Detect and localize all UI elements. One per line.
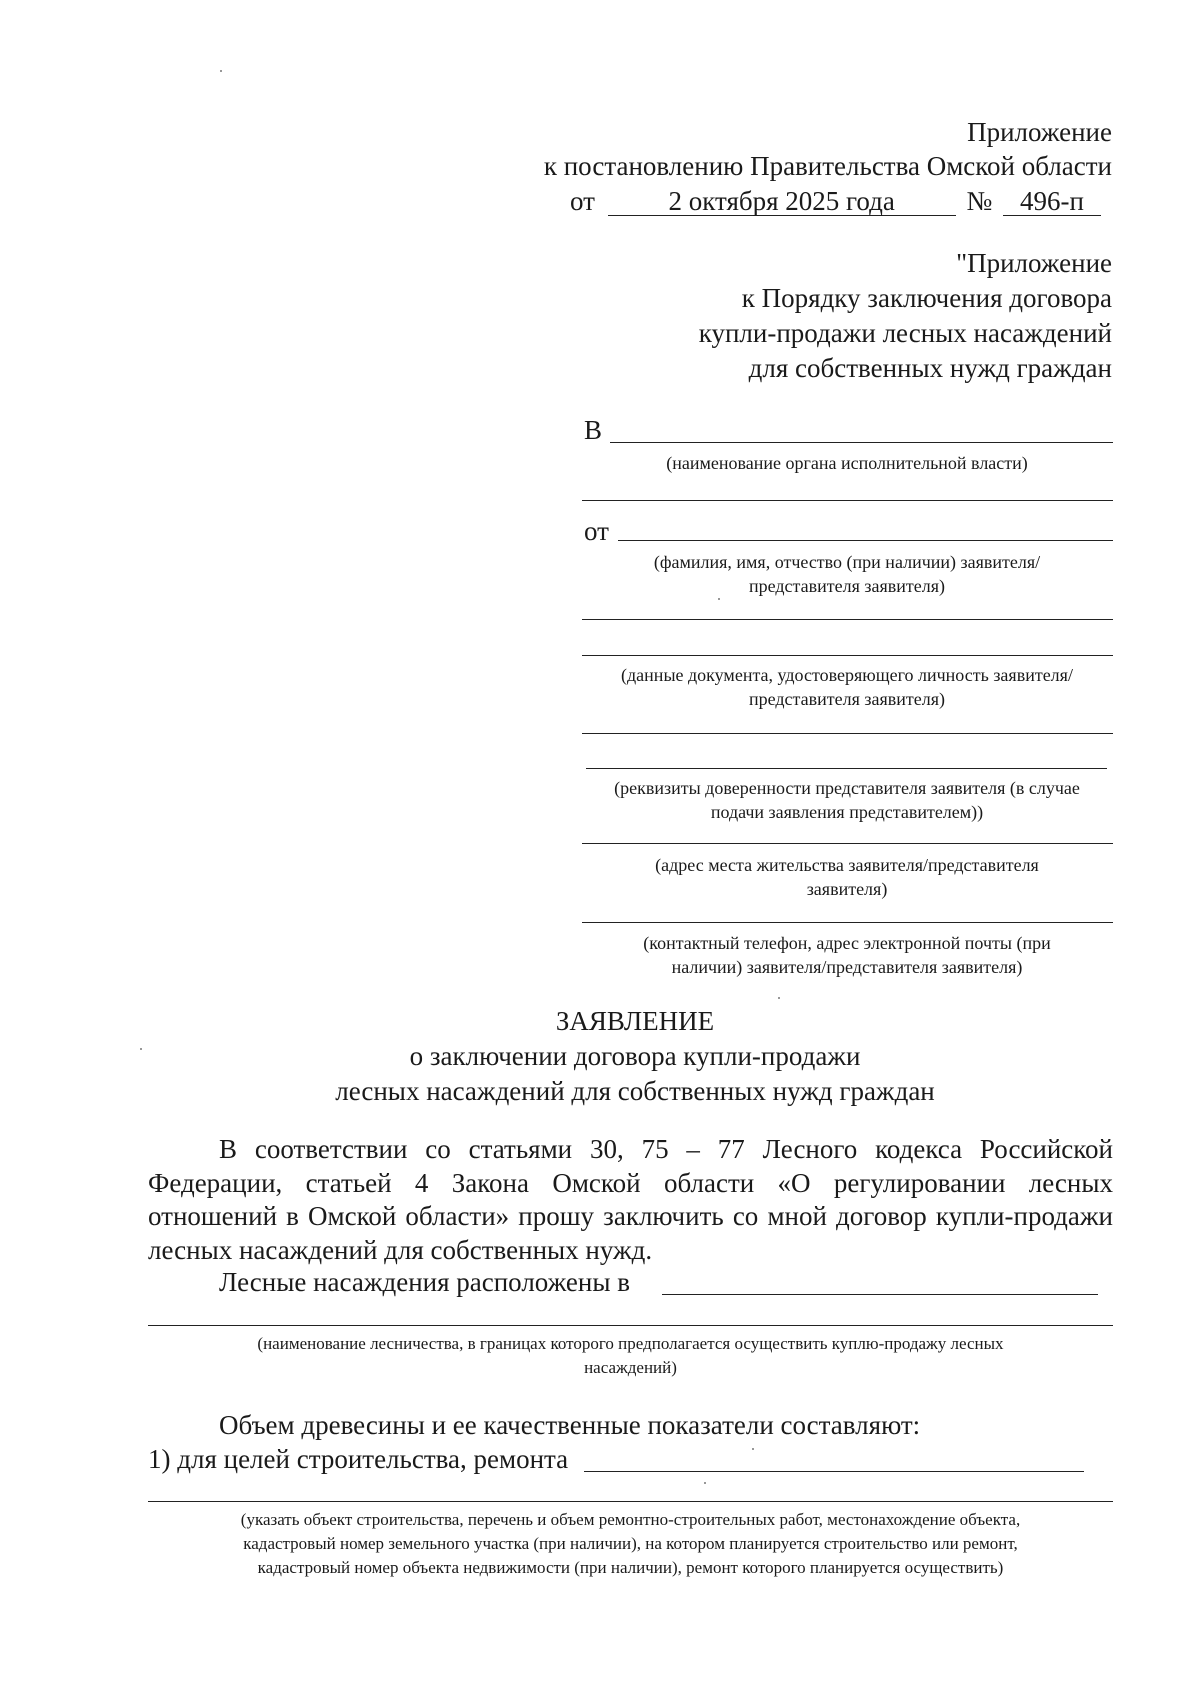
sub-appendix-title: "Приложение <box>956 248 1112 278</box>
forestry-caption-1: (наименование лесничества, в границах которого предполагается осуществить куплю-продажу лесных <box>257 1334 1004 1353</box>
resolution-reference: к постановлению Правительства Омской области <box>543 151 1112 181</box>
applicant-name-field-line <box>618 540 1113 541</box>
to-label: В <box>584 415 603 445</box>
scan-speck <box>752 1448 754 1450</box>
applicant-name-caption-2: представителя заявителя) <box>749 576 945 596</box>
forestry-location-label: Лесные насаждения расположены в <box>219 1267 630 1297</box>
address-caption-2: заявителя) <box>806 879 888 899</box>
forestry-location-field-line-2 <box>148 1325 1113 1326</box>
scan-speck <box>778 997 780 999</box>
identity-document-caption-2: представителя заявителя) <box>749 689 945 709</box>
forestry-location-field-line <box>662 1294 1098 1295</box>
contact-field-line <box>582 922 1113 923</box>
number-label: № <box>966 186 993 216</box>
application-subtitle-1: о заключении договора купли-продажи <box>409 1041 861 1071</box>
proxy-details-field-line <box>586 768 1107 769</box>
contact-caption-1: (контактный телефон, адрес электронной почты (при <box>643 933 1051 953</box>
authority-field-line-2 <box>582 500 1113 501</box>
construction-caption-3: кадастровый номер объекта недвижимости (при наличии), ремонт которого планируется осуществить) <box>257 1558 1004 1577</box>
construction-caption-1: (указать объект строительства, перечень и объем ремонтно-строительных работ, местонахождение объекта, <box>240 1510 1021 1529</box>
resolution-date: 2 октября 2025 года <box>608 187 956 216</box>
construction-item-field-line-2 <box>148 1501 1113 1502</box>
proxy-details-caption-2: подачи заявления представителем)) <box>710 802 984 822</box>
identity-document-field-line <box>582 655 1113 656</box>
application-subtitle-2: лесных насаждений для собственных нужд граждан <box>335 1076 935 1106</box>
appendix-label: Приложение <box>967 117 1112 147</box>
resolution-date-line <box>570 185 1112 218</box>
scan-speck <box>704 1482 706 1484</box>
sub-appendix-line-4: для собственных нужд граждан <box>748 353 1112 383</box>
statement-paragraph: В соответствии со статьями 30, 75 – 77 Лесного кодекса Российской Федерации, статьей 4 Закона Омской области «О регулировании лесных отношений в Омской области» прошу заключить со мной договор купли-продажи лесных насаждений для собственных нужд. <box>148 1134 1113 1265</box>
proxy-details-caption-1: (реквизиты доверенности представителя заявителя (в случае <box>614 778 1080 798</box>
address-field-line <box>582 843 1113 844</box>
contact-caption-2: наличии) заявителя/представителя заявителя) <box>671 957 1023 977</box>
applicant-name-caption-1: (фамилия, имя, отчество (при наличии) заявителя/ <box>653 552 1041 572</box>
address-caption-1: (адрес места жительства заявителя/представителя <box>655 855 1039 875</box>
sub-appendix-line-3: купли-продажи лесных насаждений <box>698 318 1112 348</box>
construction-item-field-line <box>584 1471 1084 1472</box>
forestry-caption-2: насаждений) <box>584 1358 677 1377</box>
identity-document-field-line-2 <box>582 733 1113 734</box>
authority-caption: (наименование органа исполнительной власти) <box>666 453 1028 473</box>
construction-item-label: 1) для целей строительства, ремонта <box>148 1444 569 1474</box>
application-heading: ЗАЯВЛЕНИЕ <box>555 1006 715 1036</box>
construction-caption-2: кадастровый номер земельного участка (при наличии), на котором планируется строительство или ремонт, <box>243 1534 1018 1553</box>
applicant-name-field-line-2 <box>582 619 1113 620</box>
authority-field-line <box>610 442 1113 443</box>
identity-document-caption-1: (данные документа, удостоверяющего личность заявителя/ <box>621 665 1073 685</box>
resolution-number: 496-п <box>1003 187 1101 216</box>
scan-speck <box>718 598 720 600</box>
from-applicant-label: от <box>584 516 609 546</box>
wood-volume-label: Объем древесины и ее качественные показатели составляют: <box>219 1410 921 1440</box>
scan-speck <box>220 70 222 72</box>
sub-appendix-line-2: к Порядку заключения договора <box>741 283 1112 313</box>
scan-speck <box>140 1048 142 1050</box>
from-label: от <box>570 186 595 216</box>
